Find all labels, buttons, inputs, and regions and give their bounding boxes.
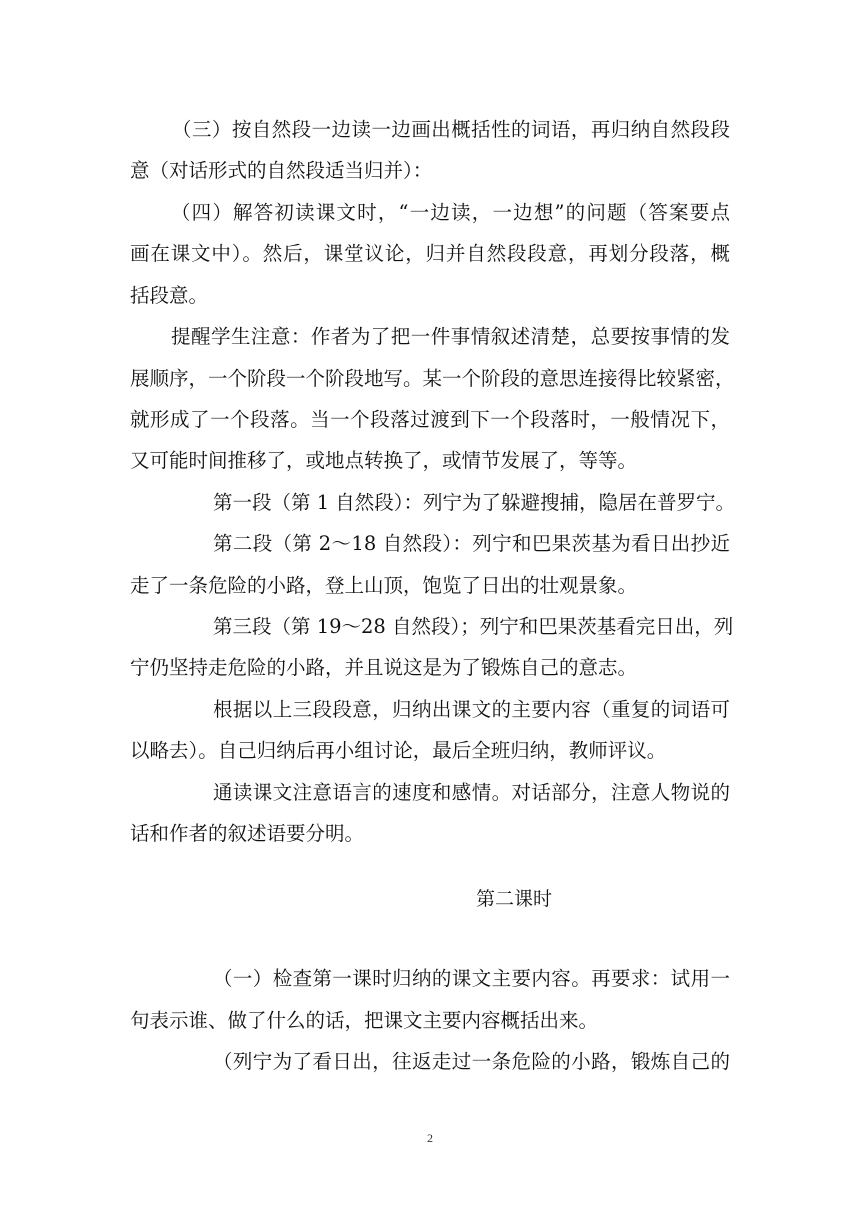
text-line: 括段意。 <box>130 284 209 307</box>
text-line: 展顺序，一个阶段一个阶段地写。某一个阶段的意思连接得比较紧密， <box>130 367 735 390</box>
text-line: 第一段（第 1 自然段）：列宁为了躲避搜捕，隐居在普罗宁。 <box>213 491 736 514</box>
text-line: 宁仍坚持走危险的小路，并且说这是为了锻炼自己的意志。 <box>130 656 638 679</box>
text-line: 第三段（第 19～28 自然段）；列宁和巴果茨基看完日出，列 <box>213 615 734 638</box>
text-span: （三）按自然段一边读一边画出概括性的词语，再归纳自然段段 <box>172 118 730 141</box>
text-line: （一）检查第一课时归纳的课文主要内容。再要求：试用一 <box>213 967 730 990</box>
text-line: 又可能时间推移了，或地点转换了，或情节发展了，等等。 <box>130 449 638 472</box>
text-line: 走了一条危险的小路，登上山顶，饱览了日出的壮观景象。 <box>130 574 638 597</box>
text-line <box>130 117 730 143</box>
text-line: 提醒学生注意：作者为了把一件事情叙述清楚，总要按事情的发 <box>171 325 730 348</box>
page-number: 2 <box>427 1131 433 1145</box>
text-line: 画在课文中）。然后，课堂议论，归并自然段段意，再划分段落，概 <box>130 242 730 265</box>
text-line: 第二段（第 2～18 自然段）：列宁和巴果茨基为看日出抄近 <box>213 532 730 555</box>
text-line: 就形成了一个段落。当一个段落过渡到下一个段落时，一般情况下， <box>130 408 730 431</box>
section-title: 第二课时 <box>475 888 552 910</box>
text-line: （四）解答初读课文时，“一边读，一边想”的问题（答案要点 <box>171 201 730 224</box>
text-line: （列宁为了看日出，往返走过一条危险的小路，锻炼自己的 <box>213 1050 730 1073</box>
text-line: 通读课文注意语言的速度和感情。对话部分，注意人物说的 <box>213 781 730 804</box>
text-line: 以略去）。自己归纳后再小组讨论，最后全班归纳，教师评议。 <box>130 739 667 762</box>
text-line: 意（对话形式的自然段适当归并）： <box>130 159 433 182</box>
text-line: 根据以上三段段意，归纳出课文的主要内容（重复的词语可 <box>213 698 730 721</box>
text-line: 话和作者的叙述语要分明。 <box>130 822 365 845</box>
text-line: 句表示谁、做了什么的话，把课文主要内容概括出来。 <box>130 1009 599 1032</box>
